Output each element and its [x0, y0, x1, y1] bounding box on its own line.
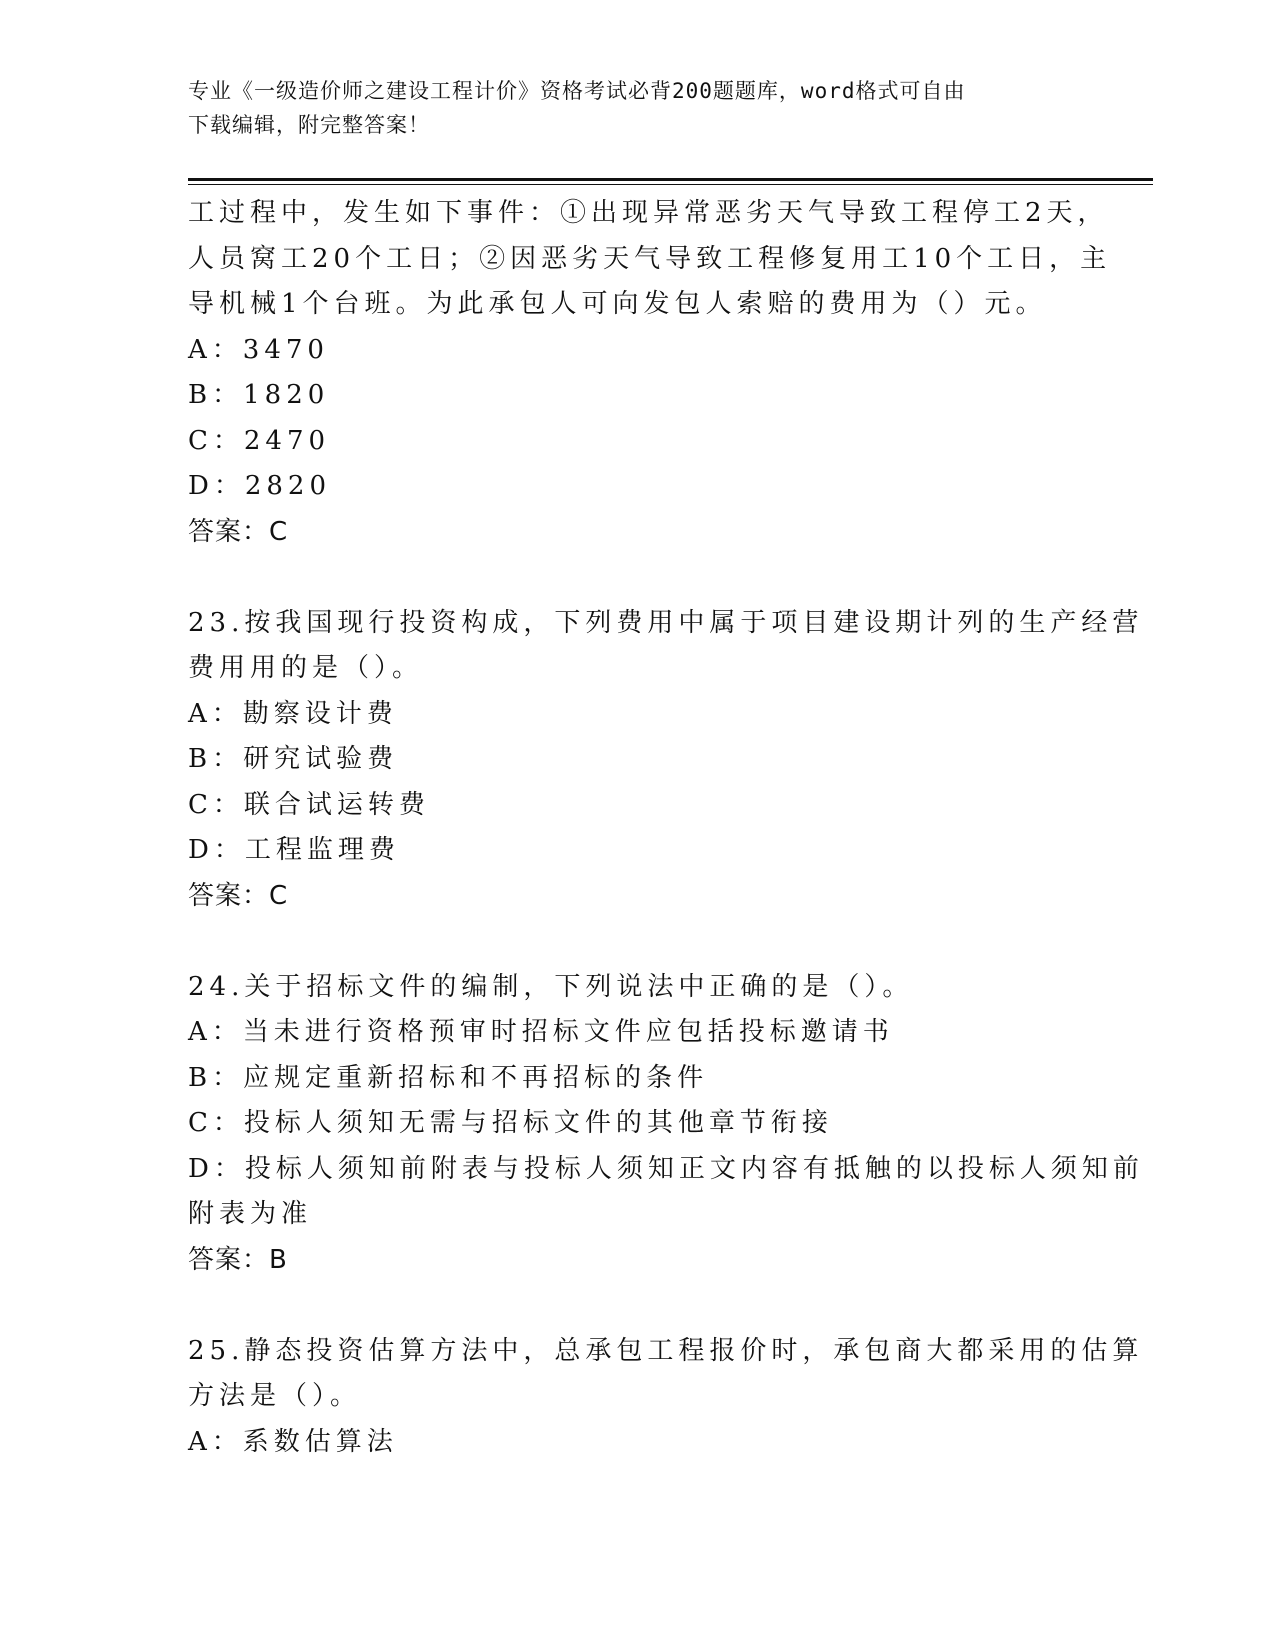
question-text-line: 23.按我国现行投资构成，下列费用中属于项目建设期计列的生产经营 [188, 607, 1144, 638]
answer: 答案：B [188, 1244, 288, 1275]
option-d: D：2820 [188, 471, 332, 501]
document-header [188, 74, 1068, 142]
spacer [188, 1283, 1088, 1329]
question-text-line: 人员窝工20个工日；②因恶劣天气导致工程修复用工10个工日，主 [188, 243, 1112, 274]
option-c: C：联合试运转费 [188, 789, 430, 820]
question-22 [188, 191, 1112, 555]
option-d: D：工程监理费 [188, 835, 400, 865]
header-divider-thin [188, 184, 1153, 185]
question-text-line: 24.关于招标文件的编制，下列说法中正确的是（）。 [188, 971, 914, 1002]
option-d-continued: 附表为准 [188, 1199, 313, 1229]
header-divider-thick [188, 178, 1153, 181]
option-a: A：系数估算法 [188, 1426, 398, 1457]
spacer [188, 555, 1088, 601]
option-c: C：投标人须知无需与招标文件的其他章节衔接 [188, 1108, 833, 1138]
option-a: A：当未进行资格预审时招标文件应包括投标邀请书 [188, 1017, 894, 1047]
question-text-line: 25.静态投资估算方法中，总承包工程报价时，承包商大都采用的估算 [188, 1335, 1144, 1366]
answer: 答案：C [188, 880, 289, 911]
option-c: C：2470 [188, 425, 331, 456]
spacer [188, 919, 1088, 965]
option-d: D：投标人须知前附表与投标人须知正文内容有抵触的以投标人须知前 [188, 1153, 1144, 1184]
question-text-line: 工过程中，发生如下事件：①出现异常恶劣天气导致工程停工2天， [188, 198, 1109, 228]
option-b: B：研究试验费 [188, 744, 399, 774]
header-line-1: 专业《一级造价师之建设工程计价》资格考试必背200题题库，word格式可自由 [188, 79, 966, 103]
option-b: B：应规定重新招标和不再招标的条件 [188, 1062, 709, 1093]
question-24 [188, 965, 1144, 1284]
question-25 [188, 1329, 1144, 1466]
question-text-line: 导机械1个台班。为此承包人可向发包人索赔的费用为（）元。 [188, 289, 1047, 319]
question-text-line: 方法是（）。 [188, 1381, 362, 1411]
question-23 [188, 601, 1144, 920]
option-a: A：勘察设计费 [188, 698, 398, 729]
answer: 答案：C [188, 516, 289, 547]
header-line-2: 下载编辑，附完整答案！ [188, 113, 430, 137]
question-list [188, 191, 1144, 1465]
option-a: A：3470 [188, 334, 329, 365]
question-text-line: 费用用的是（）。 [188, 653, 424, 683]
option-b: B：1820 [188, 380, 330, 410]
